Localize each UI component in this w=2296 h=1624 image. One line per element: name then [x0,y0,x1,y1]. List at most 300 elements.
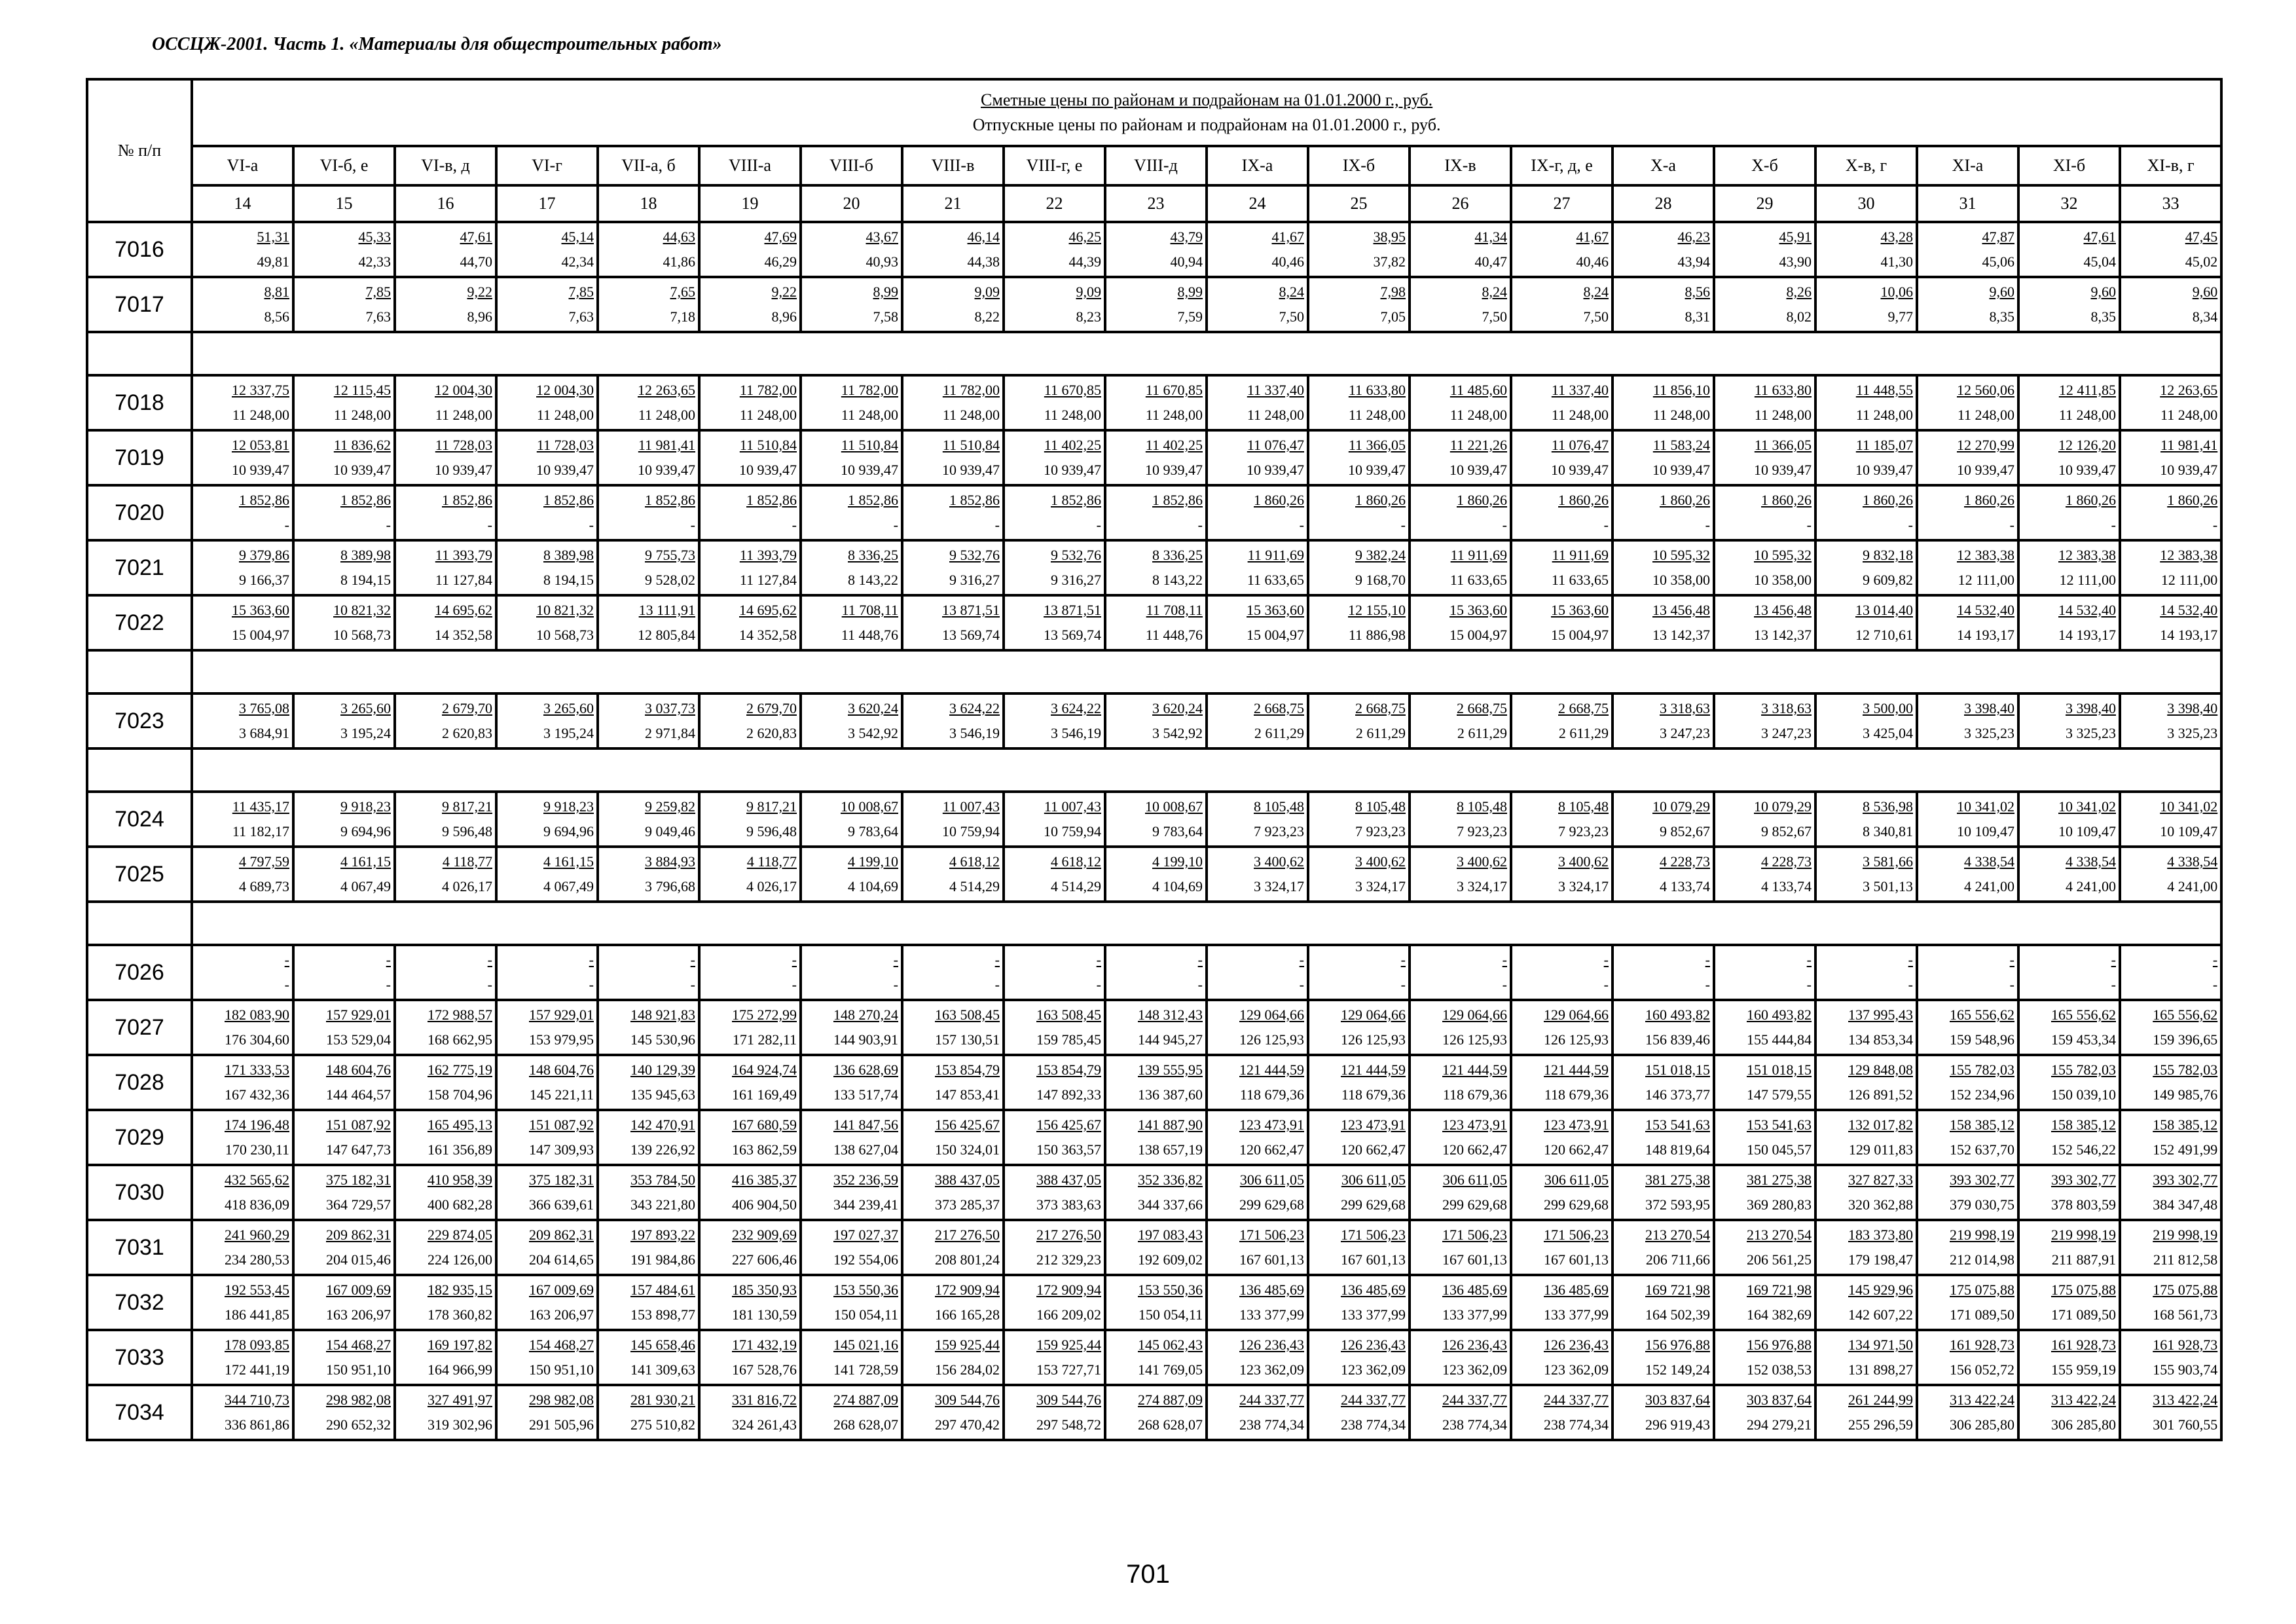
release-price: 206 711,66 [1645,1251,1710,1268]
estimate-price: 432 565,62 [225,1172,289,1188]
price-cell [2120,792,2221,847]
row-code: 7021 [87,540,192,595]
release-price: 11 886,98 [1348,627,1406,643]
estimate-price: 1 852,86 [848,492,898,508]
release-price: - [487,517,492,533]
release-price: 152 149,24 [1645,1361,1710,1378]
release-price: 291 505,96 [529,1416,594,1433]
price-cell [2018,945,2120,1000]
price-cell [598,792,699,847]
price-cell [1917,595,2018,650]
release-price: 299 629,68 [1442,1196,1507,1213]
price-cell [1613,430,1714,485]
estimate-price: 47,61 [460,229,492,245]
price-cell [192,847,293,902]
estimate-price: 123 473,91 [1341,1116,1406,1133]
release-price: 7,63 [365,308,391,325]
release-price: 133 377,99 [1341,1306,1406,1323]
release-price: 136 387,60 [1138,1086,1203,1103]
price-cell [1410,1275,1511,1330]
price-cell [699,1000,801,1055]
price-cell [395,1220,496,1275]
estimate-price: 47,87 [1982,229,2014,245]
release-price: 12 111,00 [1958,572,2014,588]
release-price: 7,50 [1482,308,1507,325]
price-cell [801,595,902,650]
release-price: 384 347,48 [2153,1196,2218,1213]
estimate-price: 126 236,43 [1341,1337,1406,1353]
price-cell [1815,1110,1917,1165]
section-spacer-row [87,332,2221,375]
estimate-price: 171 506,23 [1442,1227,1507,1243]
release-price: 44,38 [967,253,1000,270]
release-price: 227 606,46 [732,1251,797,1268]
estimate-price: 15 363,60 [232,602,289,618]
row-number-header: № п/п [87,79,192,222]
estimate-price: 219 998,19 [2153,1227,2218,1243]
estimate-price: 11 076,47 [1247,437,1304,453]
price-cell [1105,1220,1207,1275]
estimate-price: 161 928,73 [1950,1337,2014,1353]
price-cell [1207,277,1308,332]
price-cell [1613,1000,1714,1055]
release-price: 11 633,65 [1449,572,1507,588]
release-price: 135 945,63 [630,1086,695,1103]
estimate-price: 11 782,00 [739,382,797,398]
estimate-price: 172 909,94 [1036,1282,1101,1298]
price-cell [1613,1055,1714,1110]
estimate-price: 306 611,05 [1341,1172,1406,1188]
price-cell [902,792,1004,847]
price-cell [293,792,395,847]
price-cell [496,693,598,748]
release-price: - [2212,976,2218,993]
price-cell [1511,430,1613,485]
release-price: 120 662,47 [1544,1141,1609,1158]
release-price: - [893,517,898,533]
release-price: 8 143,22 [848,572,898,588]
release-price: 299 629,68 [1341,1196,1406,1213]
price-cell [1105,1165,1207,1220]
estimate-price: 12 004,30 [435,382,492,398]
price-cell [1004,1220,1105,1275]
estimate-price: 3 620,24 [1152,700,1203,716]
estimate-price: 129 064,66 [1442,1006,1507,1023]
estimate-price: 171 506,23 [1341,1227,1406,1243]
estimate-price: 393 302,77 [2153,1172,2218,1188]
estimate-price: 11 366,05 [1348,437,1406,453]
estimate-price: 4 228,73 [1660,853,1710,870]
release-price: 3 324,17 [1558,878,1609,895]
estimate-price: 12 263,65 [2160,382,2218,398]
price-cell [192,375,293,430]
release-price: 4 241,00 [1964,878,2014,895]
price-cell [1917,847,2018,902]
release-price: 45,04 [2083,253,2116,270]
price-cell [699,693,801,748]
price-cell [801,1165,902,1220]
price-cell [1511,693,1613,748]
release-price: 11 127,84 [435,572,492,588]
price-cell [496,847,598,902]
price-cell [1511,540,1613,595]
release-price: 294 279,21 [1747,1416,1812,1433]
price-cell [1105,277,1207,332]
release-price: 150 363,57 [1036,1141,1101,1158]
release-price: - [1806,976,1812,993]
release-price: 10 939,47 [435,462,492,478]
table-row [87,1165,2221,1220]
table-row [87,595,2221,650]
release-price: - [386,517,391,533]
price-cell [699,540,801,595]
release-price: 11 248,00 [1044,407,1101,423]
release-price: 13 142,37 [1652,627,1710,643]
price-cell [1105,1275,1207,1330]
estimate-price: 9 918,23 [543,798,594,815]
estimate-price: 9 918,23 [340,798,391,815]
release-price: 7,58 [873,308,898,325]
price-cell [1815,1330,1917,1385]
release-price: - [1603,517,1609,533]
estimate-price: 4 199,10 [848,853,898,870]
release-price: 268 628,07 [1138,1416,1203,1433]
price-cell [699,375,801,430]
price-cell [1815,1000,1917,1055]
release-price: 3 542,92 [848,725,898,741]
estimate-price: 8,99 [873,284,898,300]
estimate-price: 9,60 [1989,284,2014,300]
estimate-price: 352 236,59 [833,1172,898,1188]
price-cell [1410,595,1511,650]
spacer-cell [87,332,192,375]
release-price: 126 125,93 [1341,1031,1406,1048]
price-cell [1105,430,1207,485]
estimate-price: 156 425,67 [1036,1116,1101,1133]
estimate-price: 11 728,03 [536,437,594,453]
price-cell [1815,1055,1917,1110]
estimate-price: 313 422,24 [1950,1392,2014,1408]
estimate-price: 8 105,48 [1254,798,1304,815]
release-price: 168 662,95 [428,1031,492,1048]
estimate-price: 156 976,88 [1747,1337,1812,1353]
estimate-price: 306 611,05 [1544,1172,1609,1188]
estimate-price: 303 837,64 [1747,1392,1812,1408]
release-price: 167 528,76 [732,1361,797,1378]
release-price: 167 601,13 [1544,1251,1609,1268]
estimate-price: 11 911,69 [1552,547,1609,563]
price-cell [192,693,293,748]
release-price: 156 052,72 [1950,1361,2014,1378]
estimate-price: 313 422,24 [2051,1392,2116,1408]
price-cell [1613,1110,1714,1165]
release-price: 8 194,15 [340,572,391,588]
price-cell [1917,1110,2018,1165]
price-cell [395,540,496,595]
price-cell [1308,485,1410,540]
price-cell [1308,1055,1410,1110]
release-price: 155 444,84 [1747,1031,1812,1048]
release-price: 15 004,97 [1247,627,1304,643]
release-price: 4 241,00 [2066,878,2116,895]
price-cell [293,1330,395,1385]
price-cell [1207,1165,1308,1220]
release-price: 11 248,00 [638,407,695,423]
estimate-price: - [690,951,695,968]
estimate-price: 2 679,70 [746,700,797,716]
estimate-price: 164 924,74 [732,1061,797,1078]
price-cell [902,1220,1004,1275]
estimate-price: 2 679,70 [442,700,492,716]
release-price: 164 382,69 [1747,1306,1812,1323]
estimate-price: 10 079,29 [1754,798,1812,815]
release-price: 146 373,77 [1645,1086,1710,1103]
release-price: 161 356,89 [428,1141,492,1158]
price-cell [192,1330,293,1385]
estimate-price: - [1603,951,1609,968]
price-cell [1207,1000,1308,1055]
release-price: 155 959,19 [2051,1361,2116,1378]
release-price: 147 309,93 [529,1141,594,1158]
estimate-price: 12 053,81 [232,437,289,453]
estimate-price: 148 312,43 [1138,1006,1203,1023]
price-cell [1613,792,1714,847]
table-row [87,485,2221,540]
estimate-price: 3 624,22 [1051,700,1101,716]
column-number: 29 [1714,185,1815,222]
release-price: 238 774,34 [1239,1416,1304,1433]
price-cell [699,1330,801,1385]
price-cell [395,595,496,650]
column-number: 23 [1105,185,1207,222]
estimate-price: 8 105,48 [1558,798,1609,815]
release-price: 155 903,74 [2153,1361,2218,1378]
price-cell [801,1275,902,1330]
release-price: 186 441,85 [225,1306,289,1323]
column-number-row [87,185,2221,222]
column-number: 14 [192,185,293,222]
estimate-price: 157 484,61 [630,1282,695,1298]
estimate-price: 14 695,62 [739,602,797,618]
estimate-price: 41,67 [1576,229,1609,245]
price-cell [699,792,801,847]
release-price: - [994,976,1000,993]
release-price: 11 248,00 [942,407,1000,423]
price-cell [2120,1165,2221,1220]
release-price: 3 325,23 [2167,725,2218,741]
estimate-price: 11 583,24 [1652,437,1710,453]
price-cell [1004,1055,1105,1110]
release-price: - [1908,517,1913,533]
release-price: 123 362,09 [1239,1361,1304,1378]
estimate-price: 11 448,55 [1855,382,1913,398]
release-price: 10 939,47 [2058,462,2116,478]
price-cell [2120,485,2221,540]
row-code: 7034 [87,1385,192,1440]
price-cell [1105,375,1207,430]
estimate-price: 8 105,48 [1355,798,1406,815]
price-cell [1105,1000,1207,1055]
estimate-price: 303 837,64 [1645,1392,1710,1408]
price-cell [1511,1385,1613,1440]
estimate-price: - [2111,951,2116,968]
price-cell [1511,847,1613,902]
price-cell [496,1165,598,1220]
price-cell [192,277,293,332]
release-price: 171 282,11 [732,1031,797,1048]
release-price: 118 679,36 [1341,1086,1406,1103]
estimate-price: 136 485,69 [1239,1282,1304,1298]
price-cell [1004,430,1105,485]
price-cell [2120,375,2221,430]
release-price: 7,63 [568,308,594,325]
release-price: - [994,517,1000,533]
estimate-price: 241 960,29 [225,1227,289,1243]
estimate-price: 153 541,63 [1645,1116,1710,1133]
price-cell [598,485,699,540]
price-cell [1004,847,1105,902]
estimate-price: 9,09 [1076,284,1101,300]
estimate-price: 171 333,53 [225,1061,289,1078]
release-price: 171 089,50 [1950,1306,2014,1323]
estimate-price: 331 816,72 [732,1392,797,1408]
release-price: 166 209,02 [1036,1306,1101,1323]
release-price: 150 039,10 [2051,1086,2116,1103]
table-row [87,277,2221,332]
estimate-price: 388 437,05 [1036,1172,1101,1188]
release-price: 145 221,11 [529,1086,594,1103]
release-price: 141 769,05 [1138,1361,1203,1378]
estimate-price: 153 550,36 [1138,1282,1203,1298]
price-cell [1308,847,1410,902]
estimate-price: 244 337,77 [1544,1392,1609,1408]
price-cell [1511,1110,1613,1165]
price-cell [1815,485,1917,540]
price-cell [1714,945,1815,1000]
release-price: 9 528,02 [645,572,695,588]
price-cell [1917,375,2018,430]
release-price: 40,94 [1170,253,1203,270]
release-price: 167 601,13 [1239,1251,1304,1268]
price-cell [598,375,699,430]
price-cell [1511,277,1613,332]
estimate-price: 11 856,10 [1652,382,1710,398]
release-price: 133 517,74 [833,1086,898,1103]
price-cell [1410,485,1511,540]
price-cell [598,945,699,1000]
release-price: 7,50 [1279,308,1304,325]
region-header: X-в, г [1815,146,1917,185]
release-price: 40,46 [1271,253,1304,270]
release-price: 126 125,93 [1544,1031,1609,1048]
estimate-price: 353 784,50 [630,1172,695,1188]
price-cell [1004,945,1105,1000]
spacer-cell [192,748,2221,792]
release-price: 44,39 [1068,253,1101,270]
price-cell [2018,277,2120,332]
estimate-price: 274 887,09 [833,1392,898,1408]
estimate-price: 46,25 [1068,229,1101,245]
release-price: 369 280,83 [1747,1196,1812,1213]
estimate-price: 153 854,79 [1036,1061,1101,1078]
release-price: - [1806,517,1812,533]
release-price: 297 548,72 [1036,1416,1101,1433]
release-price: 126 891,52 [1848,1086,1913,1103]
estimate-price: 121 444,59 [1341,1061,1406,1078]
estimate-price: 47,61 [2083,229,2116,245]
estimate-price: 7,65 [670,284,695,300]
estimate-price: 10 008,67 [1145,798,1203,815]
estimate-price: 11 393,79 [739,547,797,563]
estimate-price: 4 161,15 [543,853,594,870]
release-price: - [1603,976,1609,993]
estimate-price: 167 009,69 [529,1282,594,1298]
price-cell [192,595,293,650]
row-code: 7025 [87,847,192,902]
estimate-price: 142 470,91 [630,1116,695,1133]
release-price: 10 939,47 [1145,462,1203,478]
price-cell [1613,375,1714,430]
price-cell [192,792,293,847]
page-number: 701 [1126,1560,1170,1589]
estimate-price: 10 341,02 [1957,798,2014,815]
table-row [87,1385,2221,1440]
price-cell [1815,430,1917,485]
region-header: IX-б [1308,146,1410,185]
release-price: 150 054,11 [833,1306,898,1323]
price-cell [801,277,902,332]
column-number: 33 [2120,185,2221,222]
price-cell [902,595,1004,650]
release-price: 2 611,29 [1254,725,1304,741]
price-cell [1815,1275,1917,1330]
price-cell [1815,1385,1917,1440]
price-cell [1714,1165,1815,1220]
price-cell [699,430,801,485]
release-price: 211 887,91 [2051,1251,2116,1268]
price-cell [1308,693,1410,748]
price-cell [902,222,1004,277]
estimate-price: 15 363,60 [1551,602,1609,618]
release-price: 138 657,19 [1138,1141,1203,1158]
estimate-price: - [1299,951,1304,968]
release-price: 10 939,47 [2160,462,2218,478]
estimate-price: 11 911,69 [1450,547,1507,563]
release-price: 153 898,77 [630,1306,695,1323]
estimate-price: 11 708,11 [841,602,898,618]
release-price: 8,35 [1989,308,2014,325]
estimate-price: 7,85 [568,284,594,300]
release-price: 150 054,11 [1138,1306,1203,1323]
estimate-price: 11 076,47 [1551,437,1609,453]
estimate-price: 159 925,44 [935,1337,1000,1353]
release-price: 147 647,73 [326,1141,391,1158]
release-price: 10 109,47 [2058,823,2116,840]
estimate-price: 141 847,56 [833,1116,898,1133]
price-cell [293,1000,395,1055]
release-price: 2 611,29 [1558,725,1609,741]
estimate-price: 43,79 [1170,229,1203,245]
release-price: 153 979,95 [529,1031,594,1048]
estimate-price: 244 337,77 [1239,1392,1304,1408]
estimate-price: 11 337,40 [1551,382,1609,398]
price-cell [1004,792,1105,847]
release-price: 11 448,76 [841,627,898,643]
price-header-row [87,79,2221,146]
estimate-price: 154 468,27 [529,1337,594,1353]
estimate-price: 175 075,88 [2153,1282,2218,1298]
release-price: 43,94 [1677,253,1710,270]
